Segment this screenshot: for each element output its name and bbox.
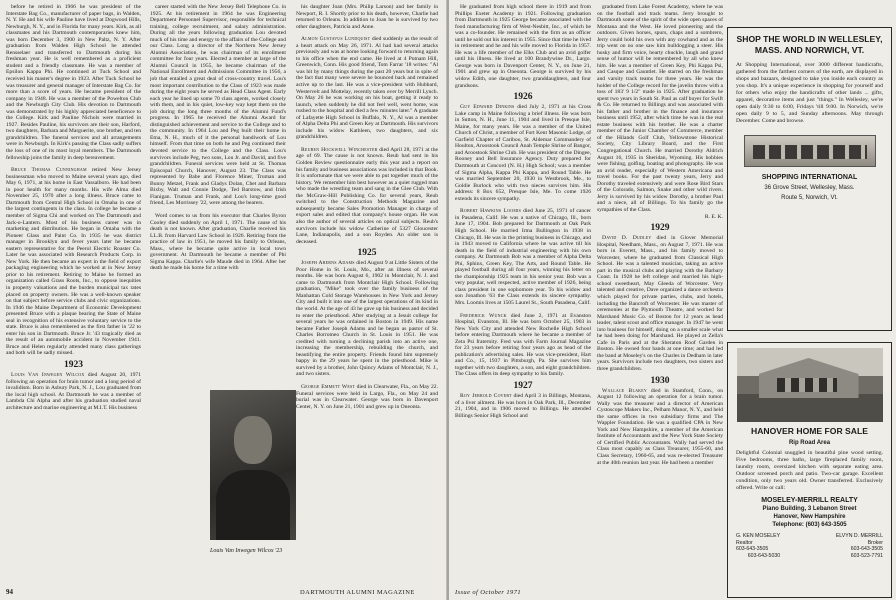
column-5 — [597, 4, 723, 564]
obituary-text — [296, 147, 438, 245]
column-4 — [455, 4, 591, 564]
hanover-home-ad — [727, 342, 892, 598]
obituary-body: died August 20, 1971 following an operation for brain tumor and a long period of invalidism. Born in Asbury Park, N. J., Lou graduated from the local high school. At Dartmouth he was a member of Lambda Chi Alpha and after his graduation studied naval architecture and marine engineering at M.I.T. His business — [6, 371, 141, 411]
left-page — [0, 0, 447, 600]
obituary-body: died in Clearwater, Fla., on May 22. Funeral services were held in Largo, Fla., on May 24 and burial was in Clearwater. George was born in Davenport Center, N. Y. on June 21, 1901 and grew up in Oneonta. — [296, 383, 438, 410]
house-photo — [737, 348, 883, 422]
obituary-name: Roy Jerrold Covert — [460, 392, 512, 399]
obituary-text — [597, 235, 723, 372]
obituary-name: George Emmett West — [301, 383, 356, 390]
class-year-heading: 1923 — [64, 359, 83, 370]
obituary-name: Guy Edward Dinkins — [460, 104, 515, 111]
store-address-2: Route 5, Norwich, Vt. — [781, 195, 838, 201]
obituary-text: graduated from Lake Forest Academy, where he was on the football and track teams. Jerry brought to Dartmouth some of the spirit of the wide open spaces of Montana and the West. He loved pioneering and the outdoors. Given horses, spurs, chaps and a sombrero, Jerry could hold his own with any cowhand and as the trip went on no one saw him bulldogging a steer. His husky and firm voice, hearty chuckle, laugh and grand sense of humor will be remembered by all who knew him. He was a member of Green Key, Phi Kappa Psi, and Casque and Gauntlet. He starred on the freshman and varsity track teams for three years. He was the holder of the College record for the javelin throw with a toss of 183' 9 1/2" made in 1925. After graduation he spent two years in South St. Paul as calf buyer for Swift & Co. He returned to Billings and was associated with his father and brother in the finance and insurance business until 1952, after which time he was in the real estate business with his brother. He was a charter member of the Junior Chamber of Commerce, member of the Hilands Golf Club, Yellowstone Historical Society, City Library Board, and the First Congregational Church. He married Dorothy Aldrich August 16, 1935 in Sheridan, Wyoming. His hobbies were fishing, golfing, boating and photography. He was an avid reader, especially of Western Americana and travel books. For the past twenty years, Jerry and Dorothy traveled extensively and were Rose Bird Stars of the Colorado, Salmon, Snake and other wild rivers. Jerry is survived by his widow Dorothy, a brother Paul and a niece, all of Billings. To his family go the sympathies of the Class. — [597, 4, 723, 213]
obituary-body: died April 28, 1971 at the age of 69. The cause is not known. Reub had sent in his Golden Review questionnaire early this year and a report on his family and business associations was included in that Book. It is unfortunate that we were able to put together much of the history. We remember him best however as a quiet rugged man who made the wrestling team and sang in the Glee Club. With the McGraw-Hill Publishing Co. for several years, Reub switched to the Construction Methods Magazine and subsequently became Sales Promotion Manager in charge of export sales and edited that company's house organ. He was also the author of several articles on optical subjects. Reub's survivors include his widow Catherine of 5327 Gloucester Lane, Indianapolis, and a son Royden. An older son is deceased. — [296, 146, 438, 245]
obituary-text — [455, 393, 591, 419]
agent-phone: 603-643-3505 — [736, 546, 769, 553]
store-address: 36 Grove Street, Wellesley, Mass. — [764, 185, 855, 191]
agent-1 — [736, 533, 780, 559]
agency-city: Hanover, New Hampshire — [773, 514, 846, 520]
obituary-text — [6, 167, 141, 357]
obituary-name: Joseph Aberns Adams — [301, 260, 355, 267]
agent-2 — [836, 533, 883, 559]
page-number-left: 94 — [6, 588, 13, 596]
obituary-text — [6, 372, 141, 411]
agent-contacts — [736, 533, 883, 559]
class-year-heading: 1930 — [650, 375, 670, 386]
store-name: SHOPPING INTERNATIONAL — [761, 174, 858, 181]
obituary-body: retired New Jersey businessman who moved to Maine several years ago, died May 6, 1971, at his home in East Vassalboro. He had been in poor health for many months. His wife Alma died November 25, 1970 after a long illness. Bruce came to Dartmouth from Central High School in Omaha in one of the largest contingents in the class. In college he became a member of Sigma Chi and worked on The Dartmouth and Jack-o-Lantern. Most of his business career was in marketing and distribution. He began in Omaha with the Pioneer Glass and Paint Co. In 1935 he was district manager in Brooklyn and fever years later he became eastern representative for the Peerol Electric Roaster Co. Later he was associated with Research Products Corp. in New York. He then became an expert in the field of export packaging engineering which he worked at in New Jersey prior to his retirement. Retiring to Maine he formed an organization called Grass Roots, Inc., to oppose inequities in property valuations and the burden municipal tax rates placed on property owners. He was a well-known speaker on that subject before service clubs and civic organizations. In 1946 the Maine Department of Economic Development presented Bruce with a plaque bearing the State of Maine seal in recognition of his extensive voluntary service to the state. Bruce is also remembered as the first father in '22 to enter his son in Dartmouth. Bruce Jr. '43 tragically died as the result of an automobile accident in November 1941. Bruce and Helen regularly attended many class gatherings and both will be sadly missed. — [6, 167, 141, 357]
obituary-body: died June 25, 1971 of cancer in Pasadena, Calif. He was a native of Chicago, Ill., born June 17, 1904. Bob prepared for Dartmouth at Oak Park High School. He married Irma Bullington in 1938 in Chicago, Ill. He was in the printing business in Chicago, and in 1943 moved to California where he was active till his death in the field of industrial engineering with his own company. At Dartmouth Bob was a member of Alpha Delta Phi, Sphinx, Green Key, The Arts, and Round Table. He played football during all four years, winning his letter on the championship 1925 team in his senior year. Bob was a very popular, well respected, active member of 1926, being class president in one sophomore year. To his widow and son Jonathon '63 the Class extends its sincere sympathy. Mrs. Loomis lives at 1505 Laurel St., South Pasadena, Calif. — [455, 208, 591, 306]
obituary-text — [296, 384, 438, 410]
class-year-heading: 1927 — [513, 380, 533, 391]
obituary-text: Word comes to us from his executor that Charles Byron Cooley died suddenly on April 1, 1971. The cause of his death is not known. After graduation, Charlie received his LL.B. from Harvard Law School in 1926. Retiring from the practice of law in 1951, he moved his family to Orleans, Mass., where he became quite active in local town government. At Dartmouth he became a member of Phi Sigma Kappa. Charlie's wife Maude died in 1964. After her death he made his home for a time with — [150, 212, 286, 272]
class-year-heading: 1925 — [357, 248, 377, 259]
obituary-body: died June 2, 1971 at Evanston Hospital, Evanston, Ill. He was born October 25, 1903 in New York City and attended New Rochelle High School before entering Dartmouth where he became a member of Zeta Psi fraternity. Fred was with Farm Journal Magazine for 23 years before retiring four years ago as head of the publication's advertising sales. He was vice-president, Hart and Co., 15, 1937 in Pittsburgh, Pa. She survives him together with two daughters, a son, and eight grandchildren. The Class offers its deep sympathy to his family. — [455, 312, 591, 378]
obituary-body: died in Glover Memorial Hospital, Needham, Mass., on August 7, 1971. He was born in Everett, Mass., and his family moved to Worcester, where he graduated from Classical High School. He was a talented musician, taking an active part in the musical clubs and playing with the Barbary Coast. In 1928 he left college and married his high-school sweetheart, May Gleeda of Worcester. Very talented and creative, Dave organized a dance orchestra which played for private parties, clubs, and hotels, including the Bancroft of Worcester. He was master of ceremonies at the Plymouth Theatre, and worked for Marshand Music Co. of Boston for 12 years as head leader, talent scout and office manager. In 1947 he went into business for himself, doing on a smaller scale what he had been doing for Marshand. He played at Zella's Cafe in Paris and at the Sheraton Roof Garden in Boston. He owned four bands at one time; and had led the band at Moseley's on the Charles in Dedham in later years. Survivors include two daughters, two sisters and three grandchildren. — [597, 235, 723, 372]
class-year-heading: 1926 — [513, 92, 533, 103]
ad-body-text: Delightful Colonial snuggled in beautiful pine wood setting. Five bedrooms, three baths, large fireplaced family room, laundry room, oversized kitchen with separate eating area. Outdoor screened porch and patio. Two-car garage. Excellent condition, only two years old. Owner transferred. Exclusively offered. Write or call: — [736, 450, 883, 491]
obituary-body: died July 2, 1971 at his Cross Lake camp in Maine following a brief illness. He was born in Sutton, N. H., June 11, 1904 and lived in Presque Isle, Maine, for many years. He was a member of the United Church of Christ, a member of Fort Kent Masonic Lodge, of Garfield Chapter of Caribou, St. Aldemar Commandery of Houlton, Aroostook Council Anah Temple Shrine of Bangor, and Aroostook Shrine Club. He was president of the Dingee, Rooney and Bell Insurance Agency. Duty prepared for Dartmouth at Concord (N. H.) High School; was a member of Sigma Alpha, Kappa Phi Kappa, and Round Table. He was married September 20, 1930 in Westbrook, Me., to Goldie Burlock who with two nieces survives him. His address: 8 Box 652, Presque Isle, Me. To come 1926 extends its sincere sympathy. — [455, 104, 591, 202]
obituary-text — [296, 36, 438, 141]
agent-phone: 603-523-7791 — [850, 552, 883, 559]
shopping-international-ad — [727, 27, 892, 331]
obituary-text — [455, 313, 591, 378]
obituary-name: Wallace Blakey — [602, 387, 647, 394]
column-3 — [296, 4, 438, 564]
obituary-name: Bruce Thomas Cunningham — [11, 167, 87, 174]
agent-phone: 603-643-5030 — [747, 552, 781, 559]
obituary-body: died April 3 in Billings, Montana, of a liver ailment. He was born in Oak Park, Ill., December 21, 1904, and in 1906 moved to Billings. He attended Billings Senior High School and — [455, 392, 591, 419]
agency-name: MOSELEY-MERRILL REALTY — [761, 497, 858, 504]
obituary-body: died in Stamford, Conn., on August 12 following an operation for a brain tumor. Wally was the treasurer and a director of American Cystoscope Makers Inc., Pelham Manor, N. Y., and held the same offices in two subsidiary firms and The Wappler Foundation. He was a qualified CPA in New York and New Hampshire, a member of the American Institute of Accountants and the New York State Society of Certified Public Accountants. Wally had served the Class most capably as Class Treasurer, 1955-60, and Class Secretary, 1960-65, and was re-elected Treasurer at the 40th reunion last year. He had been a member — [597, 387, 723, 466]
obituary-name: David D. Dudley — [602, 235, 652, 242]
photo-caption: Louis Van Inwegen Wilcox '23 — [210, 548, 283, 554]
obituary-body: died suddenly as the result of a heart attack on May 26, 1971. Al had had several attacks previously and was at home looking forward to returning again to his office when the end came. He lived at 4 Putnam Hill, Greenwich, Conn. His good friend, Tom Farrar '18 writes: "Al was hit by many things during the past 20 years but in spite of the fact that many were severe he bounced back and remained active up to the last. He was a vice-president with Hubbard, Westervelt and Mottelay, recently taken over by Merrill Lynch. On May 26 he was working on his boat, getting it ready to launch, when suddenly he did not feel well, went home, was rushed to the hospital and died a few minutes later." A graduate of Lafayette High School in Buffalo, N. Y., Al was a member of Alpha Delta Phi and Green Key at Dartmouth. His survivors include his widow Kathleen, two daughters, and six grandchildren. — [296, 36, 438, 141]
obituary-text: before he retired in 1966 he was president of the Interstate Bag Co., manufacturer of paper bags, in Walden, N. Y. He and his wife Pauline have lived at Dogwood Hills, Newburgh, N. Y., and in Florida for many years. Kirk, as all classmates and his Dartmouth contemporaries knew him, was born December 3, 1900 in New Paltz, N. Y. After graduation from Walden High School he attended Rensselaer and transferred to Dartmouth during his freshman year. He is well remembered as a proficient student and a friendly classmate. He was a member of Epsilon Kappa Phi. He continued at Tuck School and received his master's degree in 1923. After Tuck School he was treasurer and general manager of Interstate Bag Co. for more than a score of years. He became president of the company in 1948. He was a member of the Powelton Club and the Newburgh City Club. His devotion to Dartmouth was demonstrated by his highly appreciated beneficence to the College. Kirk and Pauline Nichols were married in 1927. Besides Pauline, his survivors are their son, Harford, two daughters, Barbara and Marguerite, one brother, and ten grandchildren. The funeral services and all arrangements were in Newburgh. In Kirk's passing the Class sadly suffers the loss of one of its most loyal members. The Dartmouth fellowship joins the family in deep bereavement. — [6, 4, 141, 161]
obituary-name: Frederick Wunck — [460, 312, 507, 319]
agent-role: Realtor — [736, 539, 753, 546]
obituary-name: Robert Hawkins Loomis — [460, 208, 522, 215]
agency-address: Piano Building, 3 Lebanon Street — [762, 506, 857, 512]
agent-phone: 603-643-3505 — [850, 546, 883, 553]
obituary-text: his daughter Joan (Mrs. Philip Larson) and her family in Newport, R. I. Shortly prior to his death, however, Charlie had returned to Orleans. In addition to Joan he is survived by two other daughters, Patricia and Anne. — [296, 4, 438, 30]
obituary-name: Almon Gustavus Lundquist — [301, 36, 371, 43]
portrait-photo — [210, 390, 296, 540]
obituary-text — [597, 388, 723, 467]
issue-date: Issue of October 1971 — [455, 589, 521, 596]
storefront-illustration — [744, 135, 876, 167]
obituary-text — [296, 260, 438, 378]
obituary-name: Reuben Hockwell Winchester — [301, 146, 378, 153]
class-year-heading: 1929 — [650, 223, 670, 234]
ad-headline: SHOP THE WORLD IN WELLESLEY, MASS. AND NORWICH, VT. — [736, 34, 883, 55]
obituary-text: He graduated from high school there in 1919 and from Phillips Exeter Academy in 1921. Following graduation from Dartmouth in 1925 George became associated with the food manufacturing firm of West-Nesbitt, Inc., of which he was a co-founder. He remained with the firm as an officer until he sold out his interest in 1955. Since that time he lived in retirement and he and his wife moved to Florida in 1957. He was a life member of the Elks Club and an avid golfer until his illness. He lived at 100 Brandywine Dr., Largo. George was born in Davenport Center, N. Y., on June 21, 1901 and grew up in Oneonta. George is survived by his widow Edith, one daughter, two granddaughters, and four grandsons. — [455, 4, 591, 89]
signoff: R. E. K. — [704, 213, 723, 220]
agent-role: Broker — [867, 539, 883, 546]
portrait-suit — [216, 470, 290, 540]
obituary-body: died August 9 at Little Sisters of the Poor Home in St. Louis, Mo., after an illness of several months. He was born August 6, 1902 in Montclair, N. J. and came to Dartmouth from Montclair High School. Following graduation, "Mike" took over the family business of the Manhattan Cold Storage Warehouses in New York and Jersey City and built it into one of the largest operations of its kind in the world. At the age of 43 he gave up his business and decided to enter the priesthood. After studying at a Jesuit college for several years he was ordained in Boston in 1949. His name became Father Joseph Adams and he began as pastor of St. Charles Borromeo Church in St. Louis in 1951. He was credited with turning a declining parish into an active one, increasing the membership, rebuilding the church, and beautifying the entire property. Friends found him supremely happy in the 29 years he spent in the priesthood. Mike is survived by a brother, John Quincy Adams of Montclair, N. J., and two sisters. — [296, 260, 438, 378]
obituary-text — [455, 104, 591, 202]
agency-phone: Telephone: (603) 643-3505 — [772, 522, 847, 528]
obituary-name: Louis Van Inwegen Wilcox — [11, 371, 85, 378]
ad-subheadline: Rip Road Area — [788, 440, 831, 446]
agent-name: G. KEN MOSELEY — [736, 533, 781, 539]
obituary-text — [455, 208, 591, 306]
obituary-text: career started with the New Jersey Bell Telephone Co. in 1925. At his retirement in 1964 he was Engineering Department Personnel Supervisor, responsible for technical training, college recruitment, and salary administration. During all the years following graduation Lou devoted much of his time and energy to the affairs of the College and our Class. Long a director of the Northern New Jersey Alumni Association, he was chairman of its enrollment committee for four years. Elected a member at large of the Alumni Council in 1955, he became chairman of the National Enrollment and Admissions Committee in 1956, a job that entailed a great deal of cross-country travel. Lou's most important contribution to the Class of 1923 was made during the eight years he served as Head Class Agent. Early each year he lined up some 70 class agents, worked closely with them, and in his quiet, low-key way kept them on the job during the long three months of the Alumni Fund's progress. In 1965 he received the Alumni Award for distinguished achievement and service to the College and to the community. In 1964 Lou and Peg built their home in Etna, N. H., much of it the personal handiwork of Lou himself. From that time on both he and Peg continued their devoted service to the College and the Class. Lou's survivors include Peg, two sons, Lou Jr. and David, and five grandchildren. Funeral services were held at St. Thomas Episcopal Church, Hanover, August 23. The Class was represented by Babe and Florence Miner, Truman and Bunny Metzel, Frank and Gladys Dolan, Chet and Barbara Bixby, Walt and Connie Dodge, Ted Barstow, and Irish Flanigan. Truman and Frank, and Lou's long-time good friend, Les Morrissey '22, were among the bearers. — [150, 4, 286, 207]
portrait-face — [234, 416, 272, 464]
running-head: DARTMOUTH ALUMNI MAGAZINE — [300, 589, 415, 596]
column-2 — [150, 4, 286, 379]
ad-body-text: At Shopping International, over 3000 different handicrafts, gathered from the farthest corners of the earth, are displayed in shops and bazaars, designed to take you inside each country as you shop. It's a unique experience in shopping for yourself and for others who enjoy the handicrafts of other lands ... gifts, apparel, decorative items and just "things." In Wellesley, we're open daily 9:30 to 6:00, Fridays 'till 9:00. In Norwich, we're open daily 9 to 5, and Sunday afternoons. May through December. Come and browse. — [736, 62, 883, 124]
column-1 — [6, 4, 141, 564]
agent-name: ELVYN D. MERRILL — [835, 533, 883, 539]
ad-headline: HANOVER HOME FOR SALE — [751, 426, 868, 436]
